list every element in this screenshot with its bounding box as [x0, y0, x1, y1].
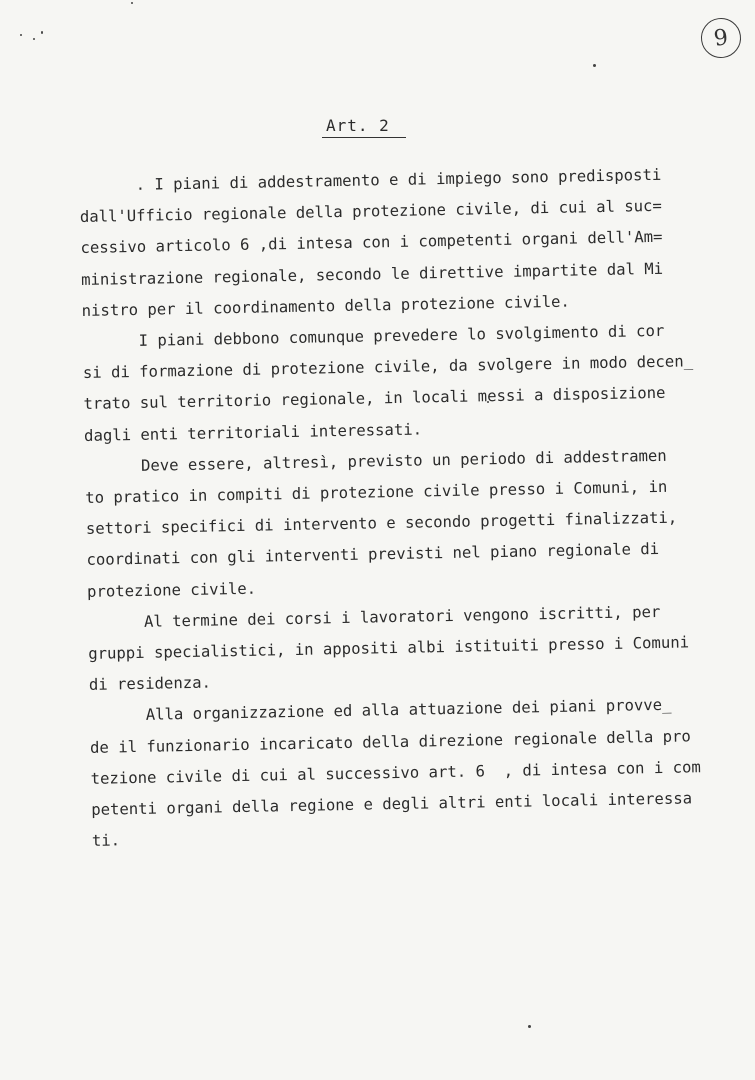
text-line: to pratico in compiti di protezione civile presso i Comuni, in	[85, 477, 668, 507]
article-title: Art. 2	[326, 116, 390, 135]
text-line: si di formazione di protezione civile, da svolgere in modo decen_	[82, 352, 694, 383]
text-line: . I piani di addestramento e di impiego sono predisposti	[79, 165, 662, 195]
text-line: coordinati con gli interventi previsti nel piano regionale di	[86, 540, 660, 570]
text-line: dagli enti territoriali interessati.	[83, 420, 423, 445]
scan-speck	[593, 64, 596, 67]
text-line: nistro per il coordinamento della protezione civile.	[81, 292, 570, 320]
text-line: trato sul territorio regionale, in locali messi a disposizione	[83, 384, 666, 414]
scan-speck	[20, 34, 22, 36]
text-line: protezione civile.	[86, 579, 257, 601]
text-line: Al termine dei corsi i lavoratori vengono iscritti, per	[87, 602, 661, 632]
text-line: I piani debbono comunque prevedere lo svolgimento di cor	[82, 321, 665, 351]
title-underline	[322, 137, 406, 138]
text-line: petenti organi della regione e degli altri enti locali interessa	[91, 789, 693, 819]
page-number-stamp: 9	[698, 15, 743, 60]
text-line: dall'Ufficio regionale della protezione civile, di cui al suc=	[79, 197, 663, 227]
text-line: di residenza.	[88, 673, 212, 695]
text-line: settori specifici di intervento e secondo progetti finalizzati,	[85, 508, 678, 539]
text-line: ministrazione regionale, secondo le direttive impartite dal Mi	[80, 259, 664, 289]
scan-speck	[528, 1025, 531, 1028]
text-line: gruppi specialistici, in appositi albi istituiti presso i Comuni	[88, 633, 690, 663]
text-line: Alla organizzazione ed alla attuazione dei piani provve_	[89, 696, 672, 726]
text-line: ti.	[91, 831, 121, 851]
scan-speck	[41, 31, 43, 34]
text-line: Deve essere, altresì, previsto un periodo di addestramen	[84, 446, 667, 476]
text-line: cessivo articolo 6 ,di intesa con i competenti organi dell'Am=	[80, 228, 663, 258]
text-line: tezione civile di cui al successivo art. 6 , di intesa con i com	[90, 758, 701, 788]
article-body	[79, 159, 722, 857]
text-line: de il funzionario incaricato della direzione regionale della pro	[89, 727, 691, 757]
scan-speck	[33, 38, 35, 40]
scan-speck	[131, 2, 133, 4]
